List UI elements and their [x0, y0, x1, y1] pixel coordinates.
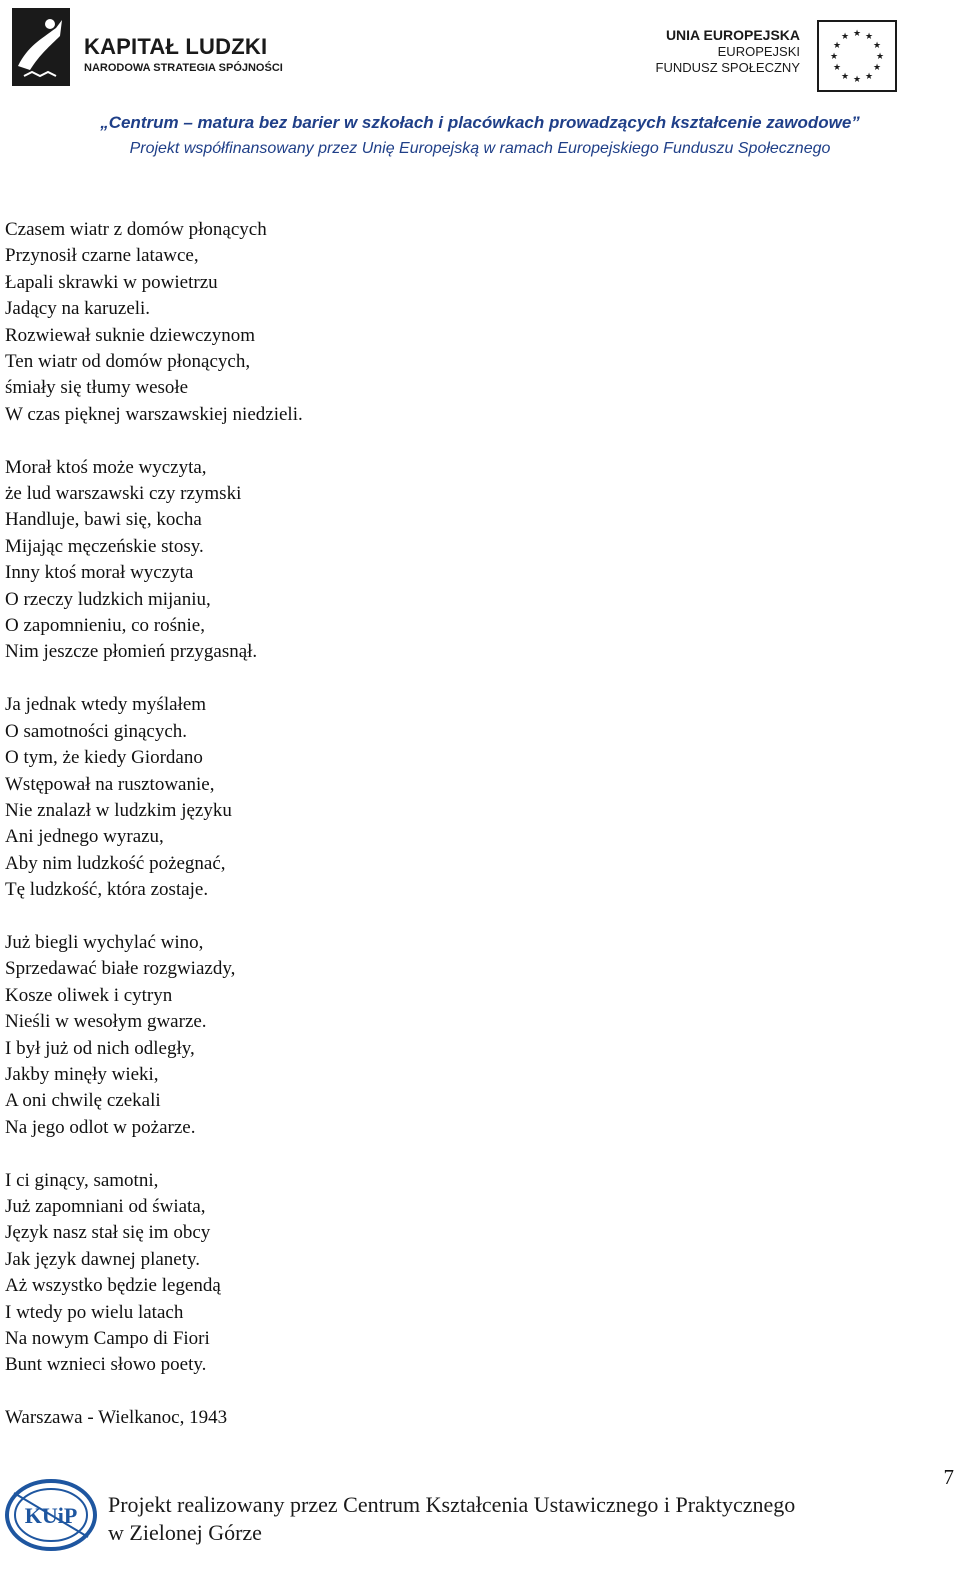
- poem-line: Aż wszystko będzie legendą: [5, 1275, 221, 1297]
- eu-text: [656, 26, 800, 76]
- poem-line: Łapali skrawki w powietrzu: [5, 271, 218, 293]
- svg-text:★: ★: [829, 52, 839, 62]
- svg-text:★: ★: [840, 72, 850, 82]
- poem-line: Kosze oliwek i cytryn: [5, 984, 173, 1006]
- poem-stanza-1: [5, 217, 905, 428]
- poem-line: Handluje, bawi się, kocha: [5, 509, 202, 531]
- poem-line: W czas pięknej warszawskiej niedzieli.: [5, 403, 303, 425]
- svg-text:★: ★: [832, 41, 842, 51]
- eu-line-3: FUNDUSZ SPOŁECZNY: [655, 60, 800, 75]
- poem-stanza-4: [5, 930, 905, 1141]
- poem-line: Jak język dawnej planety.: [5, 1248, 201, 1270]
- eu-line-2: EUROPEJSKI: [717, 44, 800, 59]
- poem-line: Tę ludzkość, która zostaje.: [5, 879, 209, 901]
- poem-line: Przynosił czarne latawce,: [5, 245, 199, 267]
- poem-stanza-3: [5, 692, 905, 903]
- kuip-logo: [4, 1477, 98, 1553]
- eu-logo: [652, 20, 932, 100]
- poem-line: A oni chwilę czekali: [5, 1090, 161, 1112]
- poem-line: Nim jeszcze płomień przygasnął.: [5, 641, 258, 663]
- kuip-logo-text: KUiP: [24, 1503, 78, 1528]
- page-footer: [0, 1465, 960, 1583]
- poem-line: Na jego odlot w pożarze.: [5, 1116, 196, 1138]
- poem-line: Nie znalazł w ludzkim języku: [5, 799, 232, 821]
- poem-line: Sprzedawać białe rozgwiazdy,: [5, 958, 236, 980]
- poem-line: Morał ktoś może wyczyta,: [5, 456, 207, 478]
- poem-line: Czasem wiatr z domów płonących: [5, 219, 267, 240]
- footer-line-2: w Zielonej Górze: [108, 1520, 262, 1545]
- poem-line: Ten wiatr od domów płonących,: [5, 351, 251, 373]
- project-title: „Centrum – matura bez barier w szkołach i placówkach prowadzących kształcenie zawodowe”: [100, 113, 860, 132]
- poem-line: O zapomnieniu, co rośnie,: [5, 615, 205, 637]
- poem-signature: Warszawa - Wielkanoc, 1943: [5, 1407, 228, 1429]
- poem-line: Jakby minęły wieki,: [5, 1063, 159, 1085]
- poem-line: O tym, że kiedy Giordano: [5, 747, 203, 769]
- eu-flag-icon: [817, 20, 897, 92]
- svg-text:★: ★: [840, 32, 850, 42]
- poem-line: Nieśli w wesołym gwarze.: [5, 1011, 207, 1033]
- poem-line: śmiały się tłumy wesołe: [5, 377, 189, 399]
- poem-line: I wtedy po wielu latach: [5, 1301, 184, 1323]
- project-header: [0, 112, 960, 160]
- poem-line: Wstępował na rusztowanie,: [5, 773, 215, 795]
- poem-line: O rzeczy ludzkich mijaniu,: [5, 588, 211, 610]
- poem-line: I był już od nich odległy,: [5, 1037, 195, 1059]
- poem-line: Bunt wznieci słowo poety.: [5, 1354, 207, 1376]
- kapital-ludzki-emblem-icon: [10, 6, 76, 88]
- svg-text:★: ★: [872, 41, 882, 51]
- poem-line: Mijając męczeńskie stosy.: [5, 535, 204, 557]
- svg-text:★: ★: [864, 72, 874, 82]
- poem-line: Ja jednak wtedy myślałem: [5, 694, 207, 716]
- project-cofinancing: Projekt współfinansowany przez Unię Europejską w ramach Europejskiego Funduszu Społecznego: [129, 140, 831, 157]
- poem-line: Inny ktoś morał wyczyta: [5, 562, 194, 584]
- poem-stanza-5: [5, 1168, 905, 1379]
- poem: [5, 217, 905, 1432]
- poem-line: O samotności ginących.: [5, 720, 188, 742]
- poem-line: Już biegli wychylać wino,: [5, 931, 204, 953]
- poem-line: Na nowym Campo di Fiori: [5, 1328, 210, 1349]
- kuip-emblem-icon: [4, 1477, 98, 1553]
- kapital-ludzki-logo: [10, 6, 310, 88]
- poem-line: Już zapomniani od świata,: [5, 1195, 206, 1217]
- poem-line: Rozwiewał suknie dziewczynom: [5, 324, 256, 346]
- eu-title: UNIA EUROPEJSKA: [665, 27, 800, 43]
- page-number: 7: [943, 1465, 954, 1489]
- poem-line: Ani jednego wyrazu,: [5, 826, 164, 848]
- svg-text:★: ★: [852, 75, 862, 85]
- poem-line: Jadący na karuzeli.: [5, 298, 151, 320]
- svg-text:★: ★: [852, 29, 862, 39]
- svg-text:★: ★: [832, 63, 842, 73]
- poem-stanza-2: [5, 455, 905, 666]
- poem-line: że lud warszawski czy rzymski: [5, 483, 242, 505]
- poem-line: Aby nim ludzkość pożegnać,: [5, 852, 226, 874]
- kapital-ludzki-title: KAPITAŁ LUDZKI: [84, 34, 268, 59]
- footer-line-1: Projekt realizowany przez Centrum Kształcenia Ustawicznego i Praktycznego: [108, 1492, 796, 1517]
- svg-text:★: ★: [875, 52, 885, 62]
- svg-text:★: ★: [864, 32, 874, 42]
- page-header: [0, 0, 960, 105]
- kapital-ludzki-subtitle: NARODOWA STRATEGIA SPÓJNOŚCI: [84, 62, 283, 74]
- poem-line: I ci ginący, samotni,: [5, 1169, 159, 1191]
- svg-text:★: ★: [872, 63, 882, 73]
- poem-line: Język nasz stał się im obcy: [5, 1222, 211, 1244]
- footer-text: [108, 1491, 795, 1547]
